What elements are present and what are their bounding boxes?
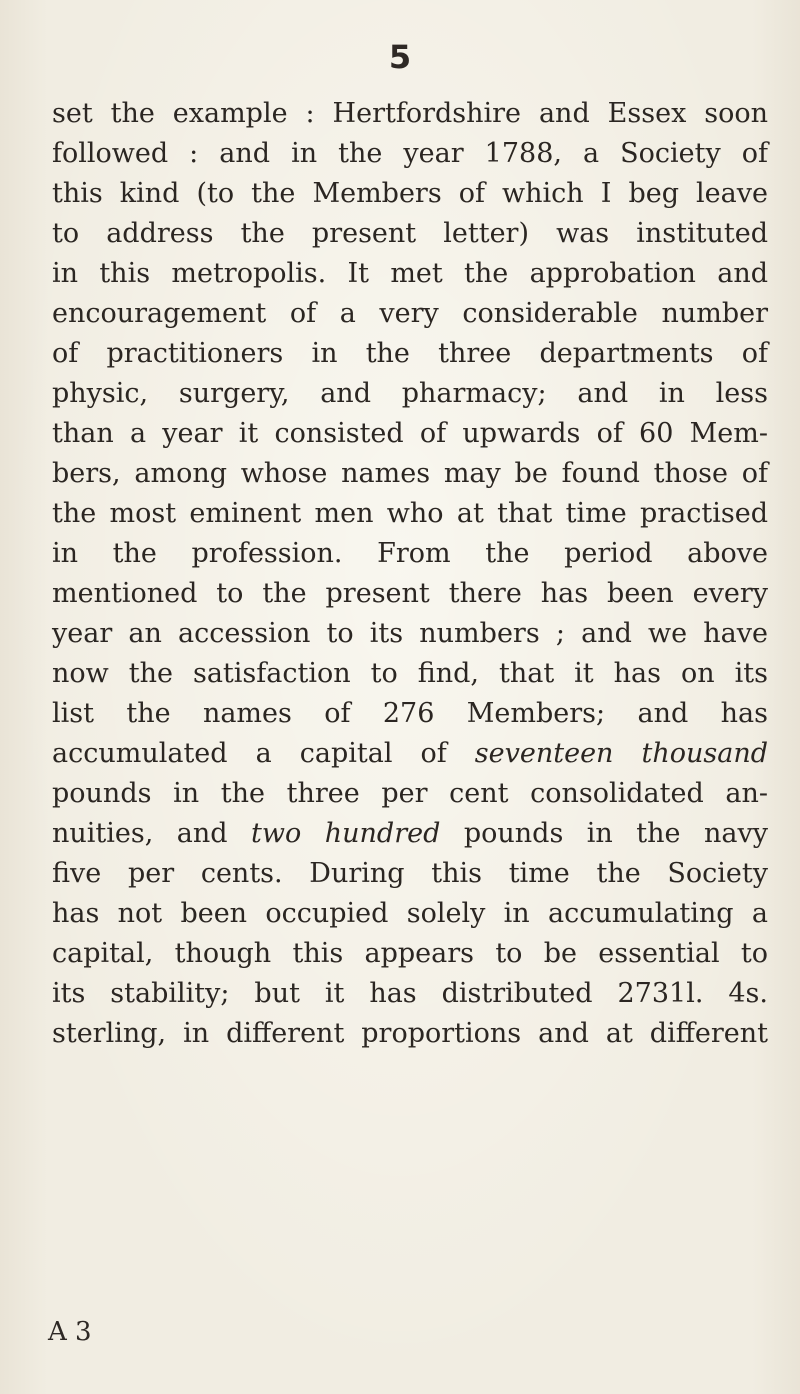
text-line: its stability; but it has distributed 2731l. 4s.	[52, 978, 768, 1009]
text-line: physic, surgery, and pharmacy; and in less	[52, 378, 768, 409]
signature-mark: A 3	[48, 1317, 92, 1347]
text-line: followed : and in the year 1788, a Society of	[52, 138, 768, 169]
text-line: in this metropolis. It met the approbation and	[52, 258, 768, 289]
text-line: accumulated a capital of seventeen thousand	[52, 734, 768, 774]
text-line: has not been occupied solely in accumulating a	[52, 898, 768, 929]
italic-phrase: seventeen thousand	[474, 738, 768, 769]
text-line: this kind (to the Members of which I beg leave	[52, 178, 768, 209]
text-line: nuities, and two hundred pounds in the navy	[52, 814, 768, 854]
text-line: encouragement of a very considerable number	[52, 298, 768, 329]
text-line: bers, among whose names may be found those of	[52, 458, 768, 489]
text-line: to address the present letter) was instituted	[52, 218, 768, 249]
text-line: of practitioners in the three departments of	[52, 338, 768, 369]
text-line: sterling, in different proportions and at different	[52, 1018, 768, 1049]
page-number: 5	[388, 38, 412, 76]
text-line: pounds in the three per cent consolidated an-	[52, 778, 768, 809]
text-line: now the satisfaction to find, that it has on its	[52, 658, 768, 689]
text-line: than a year it consisted of upwards of 60 Mem-	[52, 418, 768, 449]
text-line: five per cents. During this time the Society	[52, 858, 768, 889]
page-margin	[0, 1360, 800, 1394]
text-line: capital, though this appears to be essential to	[52, 938, 768, 969]
text-line: in the profession. From the period above	[52, 538, 768, 569]
text-line: the most eminent men who at that time practised	[52, 498, 768, 529]
text-line: year an accession to its numbers ; and we have	[52, 618, 768, 649]
italic-phrase: two hundred	[251, 818, 441, 849]
text-line: list the names of 276 Members; and has	[52, 698, 768, 729]
text-line: set the example : Hertfordshire and Essex soon	[52, 98, 768, 129]
text-line: mentioned to the present there has been every	[52, 578, 768, 609]
